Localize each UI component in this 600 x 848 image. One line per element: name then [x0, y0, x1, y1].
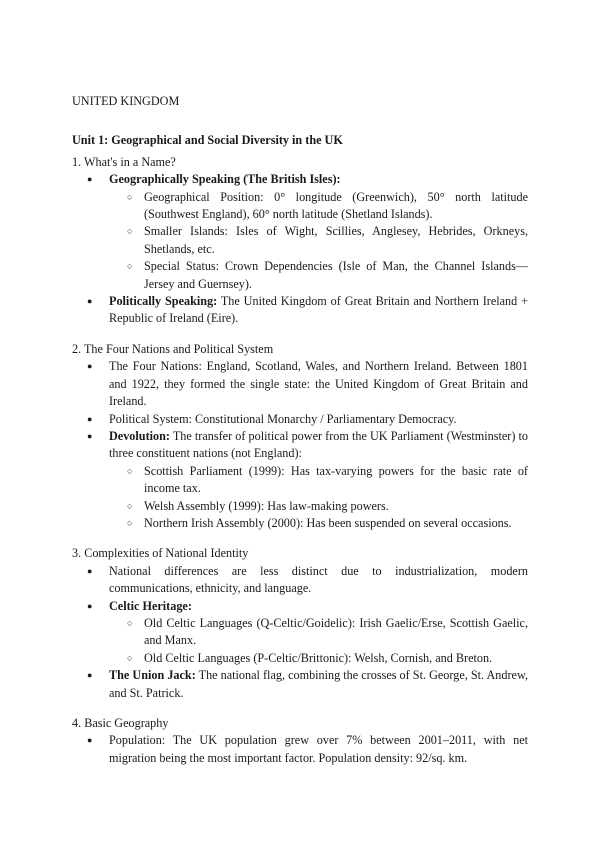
list-item: ● Population: The UK population grew over 7% between 2001–2011, with net migration being the most important factor. Population density: 92/sq. km. — [72, 732, 528, 767]
section-heading: 2. The Four Nations and Political System — [72, 341, 274, 356]
bullet-list — [72, 563, 528, 702]
bullet-list — [72, 171, 528, 328]
sub-list-item: ○ Northern Irish Assembly (2000): Has been suspended on several occasions. — [109, 515, 528, 532]
sub-list-item: ○ Scottish Parliament (1999): Has tax-varying powers for the basic rate of income tax. — [109, 463, 528, 498]
sub-list-item: ○ Geographical Position: 0° longitude (Greenwich), 50° north latitude (Southwest England), 60° north latitude (Shetland Islands). — [109, 189, 528, 224]
bullet-list — [72, 732, 528, 767]
list-item — [72, 293, 528, 328]
section-heading: 1. What's in a Name? — [72, 154, 176, 169]
sub-list-item: ○ Smaller Islands: Isles of Wight, Scillies, Anglesey, Hebrides, Orkneys, Shetlands, etc. — [109, 223, 528, 258]
section-basic-geography — [72, 715, 528, 767]
list-item — [72, 667, 528, 702]
section-national-identity — [72, 545, 528, 702]
sub-list — [109, 615, 528, 667]
sub-list-item: ○ Old Celtic Languages (P-Celtic/Brittonic): Welsh, Cornish, and Breton. — [109, 650, 528, 667]
document-title: UNITED KINGDOM — [72, 94, 180, 108]
list-item — [72, 598, 528, 668]
section-four-nations — [72, 341, 528, 532]
list-item — [72, 171, 528, 293]
section-whats-in-a-name — [72, 154, 528, 328]
bullet-label: Politically Speaking: — [109, 294, 218, 309]
sub-list-item: ○ Special Status: Crown Dependencies (Isle of Man, the Channel Islands—Jersey and Guernsey). — [109, 258, 528, 293]
list-item: ● National differences are less distinct due to industrialization, modern communications, ethnicity, and language. — [72, 563, 528, 598]
sub-list-item: ○ Old Celtic Languages (Q-Celtic/Goidelic): Irish Gaelic/Erse, Scottish Gaelic, and Manx. — [109, 615, 528, 650]
sub-list-item: ○ Welsh Assembly (1999): Has law-making powers. — [109, 498, 528, 515]
bullet-label: Geographically Speaking (The British Isles): — [109, 172, 341, 187]
bullet-label: Celtic Heritage: — [109, 598, 192, 613]
bullet-text: The national flag, combining the crosses of St. George, St. Andrew, and St. Patrick. — [109, 668, 528, 700]
sub-list — [109, 189, 528, 293]
bullet-text: The transfer of political power from the UK Parliament (Westminster) to three constituent nations (not England): — [109, 428, 528, 461]
document-body — [72, 93, 528, 767]
bullet-text: The United Kingdom of Great Britain and Northern Ireland + Republic of Ireland (Eire). — [109, 294, 529, 326]
bullet-list — [72, 358, 528, 532]
unit-heading: Unit 1: Geographical and Social Diversity in the UK — [72, 133, 343, 148]
section-heading: 3. Complexities of National Identity — [72, 546, 249, 561]
sub-list — [109, 463, 528, 533]
list-item — [72, 428, 528, 532]
bullet-label: The Union Jack: — [109, 668, 196, 683]
list-item: ● Political System: Constitutional Monarchy / Parliamentary Democracy. — [72, 411, 528, 428]
list-item: ● The Four Nations: England, Scotland, Wales, and Northern Ireland. Between 1801 and 1922, they formed the single state: the United Kingdom of Great Britain and Ireland. — [72, 358, 528, 410]
bullet-label: Devolution: — [109, 428, 170, 443]
section-heading: 4. Basic Geography — [72, 716, 169, 730]
